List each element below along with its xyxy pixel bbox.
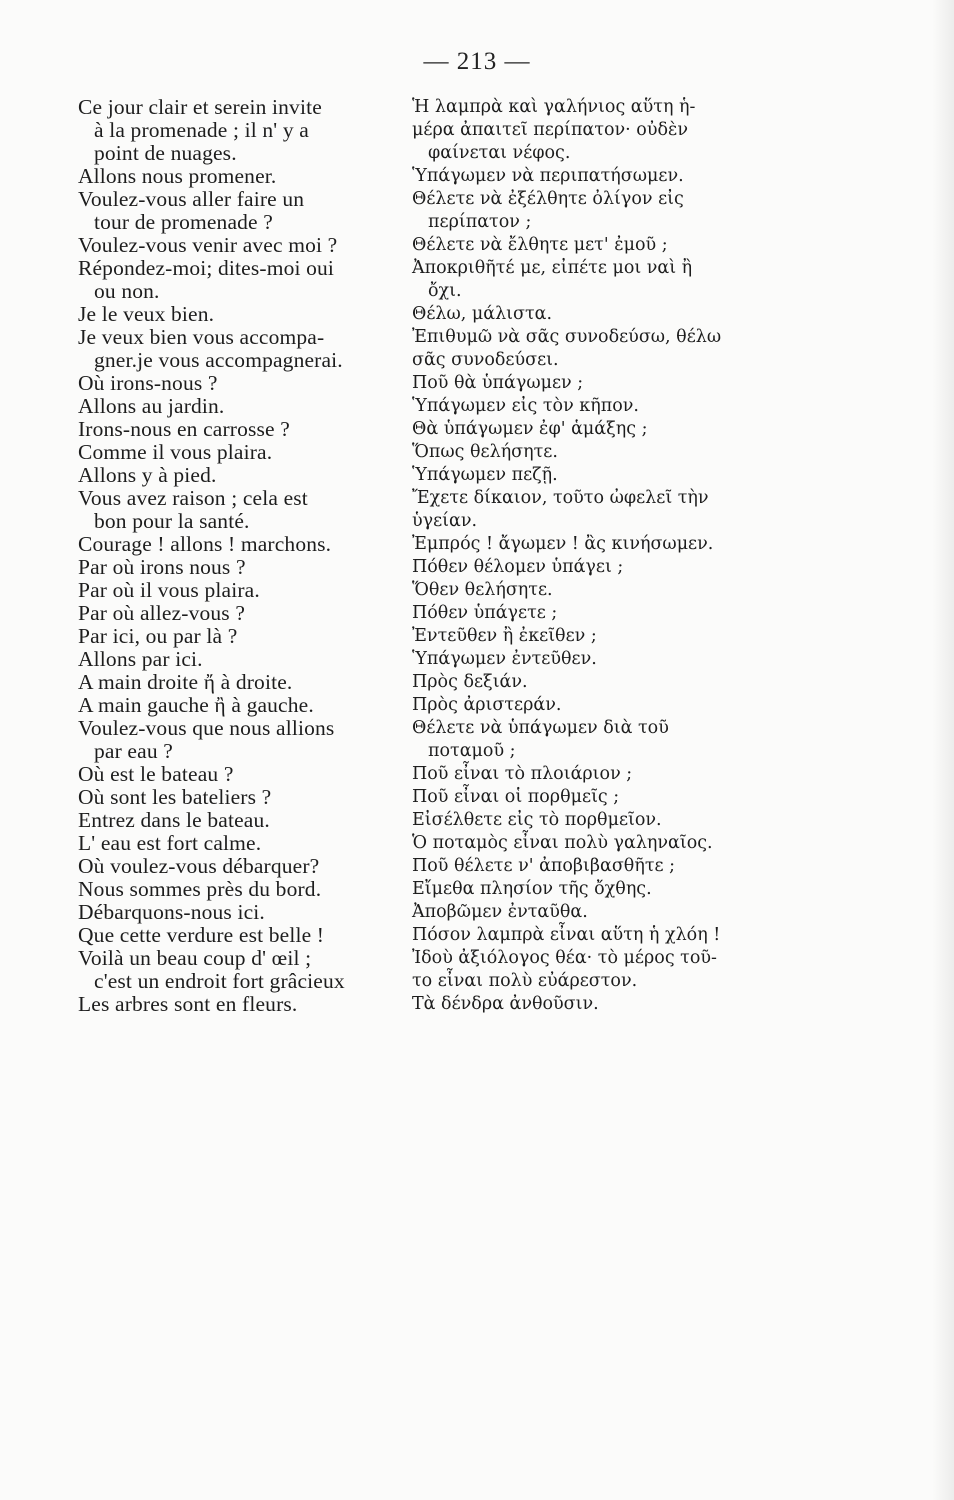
page-number: — 213 — <box>423 48 531 75</box>
french-line: Ce jour clair et serein invite <box>78 95 322 119</box>
french-line: Je le veux bien. <box>78 302 215 326</box>
greek-line: Θὰ ὑπάγωμεν ἐφ' ἁμάξης ; <box>412 419 648 439</box>
french-line: L' eau est fort calme. <box>78 831 262 855</box>
french-line: c'est un endroit fort grâcieux <box>94 969 345 993</box>
french-line: Par où allez-vous ? <box>78 601 246 625</box>
greek-line: Ἔχετε δίκαιον, τοῦτο ὠφελεῖ τὴν <box>412 488 709 508</box>
french-line: Voulez-vous aller faire un <box>78 187 305 211</box>
greek-line: Θέλετε νὰ ἔλθητε μετ' ἐμοῦ ; <box>412 235 668 255</box>
greek-line: Ἐμπρός ! ἄγωμεν ! ἂς κινήσωμεν. <box>412 534 714 554</box>
greek-line: Πόθεν ὑπάγετε ; <box>412 603 558 623</box>
french-line: point de nuages. <box>94 141 237 165</box>
french-line: Entrez dans le bateau. <box>78 808 270 832</box>
french-line: par eau ? <box>94 739 173 763</box>
french-line: Voulez-vous que nous allions <box>78 716 335 740</box>
french-line: Courage ! allons ! marchons. <box>78 532 332 556</box>
greek-line: φαίνεται νέφος. <box>428 143 571 163</box>
french-line: Par ici, ou par là ? <box>78 624 238 648</box>
page-edge-shadow <box>932 0 954 1500</box>
french-line: Allons y à pied. <box>78 463 217 487</box>
greek-line: Ὅπως θελήσητε. <box>412 442 558 462</box>
greek-line: Ὑπάγωμεν νὰ περιπατήσωμεν. <box>412 166 684 186</box>
french-line: tour de promenade ? <box>94 210 273 234</box>
french-line: Les arbres sont en fleurs. <box>78 992 298 1016</box>
greek-line: ὄχι. <box>428 281 462 301</box>
french-line: gner.je vous accompagnerai. <box>94 348 343 372</box>
french-line: Allons au jardin. <box>78 394 225 418</box>
french-line: Que cette verdure est belle ! <box>78 923 325 947</box>
greek-line: ποταμοῦ ; <box>428 741 516 761</box>
french-line: Vous avez raison ; cela est <box>78 486 308 510</box>
french-line: Irons-nous en carrosse ? <box>78 417 290 441</box>
french-line: Par où irons nous ? <box>78 555 246 579</box>
french-line: Voulez-vous venir avec moi ? <box>78 233 338 257</box>
greek-line: Ποῦ εἶναι οἱ πορθμεῖς ; <box>412 787 620 807</box>
french-line: Répondez-moi; dites-moi oui <box>78 256 335 280</box>
greek-line: ὑγείαν. <box>412 511 478 531</box>
greek-line: μέρα ἀπαιτεῖ περίπατον· οὐδὲν <box>412 120 689 140</box>
greek-line: Πόθεν θέλομεν ὑπάγει ; <box>412 557 624 577</box>
greek-line: Πρὸς δεξιάν. <box>412 672 528 692</box>
french-line: bon pour la santé. <box>94 509 250 533</box>
french-line: ou non. <box>94 279 160 303</box>
french-line: Voilà un beau coup d' œil ; <box>78 946 312 970</box>
greek-line: Ὁ ποταμὸς εἶναι πολὺ γαληναῖος. <box>412 833 713 853</box>
greek-line: Εἰσέλθετε εἰς τὸ πορθμεῖον. <box>412 810 662 830</box>
french-line: Allons nous promener. <box>78 164 277 188</box>
greek-line: Ἀποβῶμεν ἐνταῦθα. <box>412 902 588 922</box>
french-line: A main gauche ἢ à gauche. <box>78 693 314 717</box>
french-line: à la promenade ; il n' y a <box>94 118 309 142</box>
greek-line: Ἐντεῦθεν ἢ ἐκεῖθεν ; <box>412 626 597 646</box>
french-line: Où voulez-vous débarquer? <box>78 854 320 878</box>
greek-line: Πρὸς ἀριστεράν. <box>412 695 562 715</box>
greek-line: Ποῦ εἶναι τὸ πλοιάριον ; <box>412 764 633 784</box>
greek-line: Πόσον λαμπρὰ εἶναι αὕτη ἡ χλόη ! <box>412 925 721 945</box>
greek-line: Θέλετε νὰ ὑπάγωμεν διὰ τοῦ <box>412 718 669 738</box>
greek-line: Ὑπάγωμεν ἐντεῦθεν. <box>412 649 597 669</box>
greek-line: Ποῦ θέλετε ν' ἀποβιβασθῆτε ; <box>412 856 676 876</box>
greek-line: Ἐπιθυμῶ νὰ σᾶς συνοδεύσω, θέλω <box>412 327 722 347</box>
french-line: Comme il vous plaira. <box>78 440 273 464</box>
greek-line: το εἶναι πολὺ εὐάρεστον. <box>412 971 638 991</box>
greek-line: Τὰ δένδρα ἀνθοῦσιν. <box>412 994 599 1014</box>
greek-line: Ὑπάγωμεν εἰς τὸν κῆπον. <box>412 396 639 416</box>
greek-line: Ἡ λαμπρὰ καὶ γαλήνιος αὕτη ἡ- <box>412 97 696 117</box>
greek-line: Θέλω, μάλιστα. <box>412 304 553 324</box>
french-line: Où irons-nous ? <box>78 371 218 395</box>
greek-line: περίπατον ; <box>428 212 532 232</box>
french-line: Allons par ici. <box>78 647 203 671</box>
greek-line: Ἀποκριθῆτέ με, εἰπέτε μοι ναὶ ἢ <box>412 258 693 278</box>
greek-line: Ὅθεν θελήσητε. <box>412 580 553 600</box>
greek-line: σᾶς συνοδεύσει. <box>412 350 559 370</box>
greek-column <box>412 96 764 1016</box>
french-line: Je veux bien vous accompa- <box>78 325 325 349</box>
greek-line: Ποῦ θὰ ὑπάγωμεν ; <box>412 373 584 393</box>
greek-line: Θέλετε νὰ ἐξέλθητε ὀλίγον εἰς <box>412 189 684 209</box>
french-line: Où est le bateau ? <box>78 762 234 786</box>
french-line: Par où il vous plaira. <box>78 578 260 602</box>
greek-line: Ἰδοὺ ἀξιόλογος θέα· τὸ μέρος τοῦ- <box>412 948 717 968</box>
french-line: Où sont les bateliers ? <box>78 785 272 809</box>
french-line: Nous sommes près du bord. <box>78 877 322 901</box>
french-line: Débarquons-nous ici. <box>78 900 265 924</box>
greek-line: Ὑπάγωμεν πεζῇ. <box>412 465 558 485</box>
french-line: A main droite ἤ à droite. <box>78 670 293 694</box>
greek-line: Εἴμεθα πλησίον τῆς ὄχθης. <box>412 879 652 899</box>
french-column <box>78 96 408 1016</box>
